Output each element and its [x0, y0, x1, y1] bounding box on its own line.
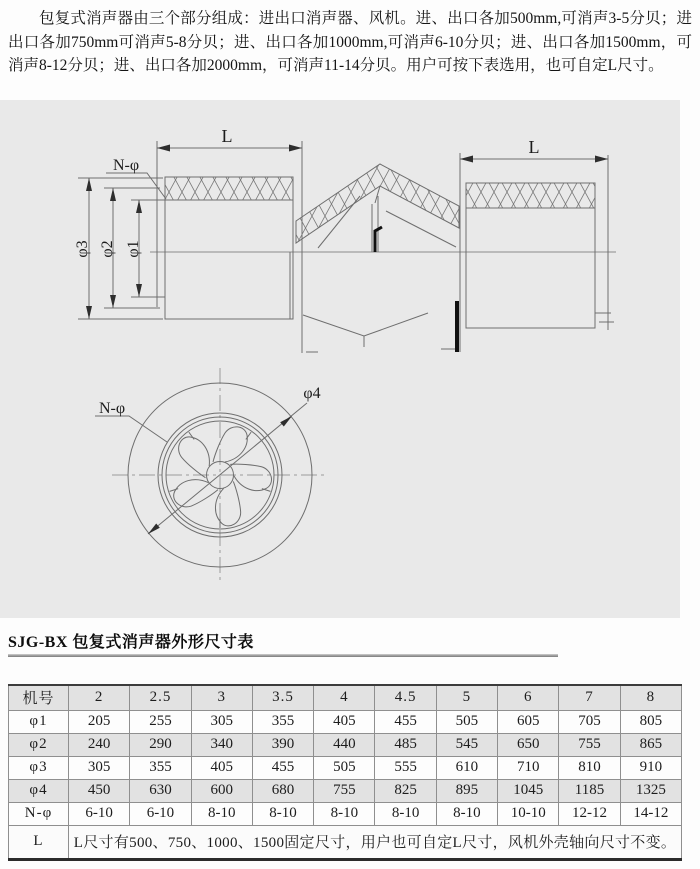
dim-cell: 8-10 — [252, 802, 313, 825]
dim-cell: 605 — [498, 710, 559, 733]
table-row-phi1 — [9, 710, 682, 733]
arrowhead — [136, 200, 142, 213]
dim-cell: 14-12 — [620, 802, 681, 825]
arrowhead — [289, 145, 302, 152]
row-label: φ1 — [9, 710, 69, 733]
col-header: 7 — [559, 685, 620, 710]
dim-cell: 545 — [436, 733, 497, 756]
col-header: 4 — [314, 685, 375, 710]
row-label: N-φ — [9, 802, 69, 825]
table-title: SJG-BX 包复式消声器外形尺寸表 — [8, 634, 254, 651]
dim-cell: 8-10 — [191, 802, 252, 825]
col-header: 5 — [436, 685, 497, 710]
dim-cell: 8-10 — [375, 802, 436, 825]
dim-cell: 630 — [130, 779, 191, 802]
col-header: 3.5 — [252, 685, 313, 710]
dim-cell: 305 — [69, 756, 130, 779]
dim-cell: 1325 — [620, 779, 681, 802]
dim-cell: 680 — [252, 779, 313, 802]
dim-cell: 455 — [252, 756, 313, 779]
dim-cell: 1185 — [559, 779, 620, 802]
table-row-phi3 — [9, 756, 682, 779]
dim-cell: 755 — [559, 733, 620, 756]
label-N-phi-side: N-φ — [112, 157, 140, 174]
leader-line — [95, 416, 167, 442]
col-header: 2 — [69, 685, 130, 710]
dim-cell: 440 — [314, 733, 375, 756]
dim-cell: 825 — [375, 779, 436, 802]
arrowhead — [110, 188, 116, 201]
dim-cell: 910 — [620, 756, 681, 779]
row-label: φ4 — [9, 779, 69, 802]
title-rule — [8, 654, 558, 657]
dim-cell: 810 — [559, 756, 620, 779]
dim-cell: 555 — [375, 756, 436, 779]
label-phi3: φ3 — [74, 240, 91, 258]
table-row-phi4 — [9, 779, 682, 802]
dimension-table — [8, 684, 682, 861]
col-header: 8 — [620, 685, 681, 710]
row-label: L — [9, 825, 69, 859]
arrowhead — [460, 156, 473, 163]
dim-cell: 895 — [436, 779, 497, 802]
arrowhead — [280, 416, 292, 427]
dim-cell: 405 — [314, 710, 375, 733]
arrowhead — [148, 524, 160, 535]
dim-cell: 255 — [130, 710, 191, 733]
dim-cell: 805 — [620, 710, 681, 733]
dim-cell: 390 — [252, 733, 313, 756]
right-silencer-insulation — [466, 183, 595, 208]
label-L-right: L — [528, 137, 540, 157]
arrowhead — [157, 145, 170, 152]
dim-cell: 710 — [498, 756, 559, 779]
dim-cell: 355 — [252, 710, 313, 733]
arrowhead — [86, 306, 92, 319]
dim-cell: 240 — [69, 733, 130, 756]
left-silencer-insulation — [165, 177, 293, 200]
dim-cell: 610 — [436, 756, 497, 779]
dim-cell: 10-10 — [498, 802, 559, 825]
fan-casing-bottom — [303, 313, 428, 336]
row-label: φ3 — [9, 756, 69, 779]
dim-cell: 650 — [498, 733, 559, 756]
table-header-row — [9, 685, 682, 710]
col-header: 4.5 — [375, 685, 436, 710]
arrowhead — [86, 178, 92, 191]
dim-cell: 355 — [130, 756, 191, 779]
dim-cell: 505 — [436, 710, 497, 733]
table-row-L — [9, 825, 682, 859]
table-row-phi2 — [9, 733, 682, 756]
dim-cell: 6-10 — [69, 802, 130, 825]
technical-drawing — [0, 100, 680, 618]
dim-cell: 600 — [191, 779, 252, 802]
row-label: φ2 — [9, 733, 69, 756]
label-phi2: φ2 — [99, 240, 116, 258]
arrowhead — [136, 284, 142, 297]
dim-cell: 6-10 — [130, 802, 191, 825]
col-header: 6 — [498, 685, 559, 710]
dim-cell: 12-12 — [559, 802, 620, 825]
col-header: 3 — [191, 685, 252, 710]
dim-cell: 455 — [375, 710, 436, 733]
label-N-phi-front: N-φ — [98, 400, 126, 417]
label-L-left: L — [221, 126, 233, 146]
dim-cell: 485 — [375, 733, 436, 756]
intro-paragraph: 包复式消声器由三个部分组成：进出口消声器、风机。进、出口各加500mm,可消声3-5分贝；进出口各加750mm可消声5-8分贝；进、出口各加1000mm,可消声6-10分贝；进、出口各加1500mm，可消声8-12分贝；进、出口各加2000mm，可消声11-14分贝。用户可按下表选用，也可自定L尺寸。 — [8, 10, 692, 74]
arrowhead — [595, 156, 608, 163]
label-phi1: φ1 — [125, 240, 142, 258]
table-row-n-phi — [9, 802, 682, 825]
dim-cell: 505 — [314, 756, 375, 779]
dim-cell: 340 — [191, 733, 252, 756]
dim-cell: 405 — [191, 756, 252, 779]
dim-cell: 755 — [314, 779, 375, 802]
dim-cell: 8-10 — [436, 802, 497, 825]
dim-cell: 1045 — [498, 779, 559, 802]
diagram-panel — [0, 100, 680, 618]
col-header: 2.5 — [130, 685, 191, 710]
dim-cell: 8-10 — [314, 802, 375, 825]
machine-no-header-cell: 机号 — [9, 685, 69, 710]
dim-cell: 450 — [69, 779, 130, 802]
l-note-cell: L尺寸有500、750、1000、1500固定尺寸，用户也可自定L尺寸，风机外壳轴向尺寸不变。 — [69, 825, 682, 859]
dim-cell: 290 — [130, 733, 191, 756]
arrowhead — [110, 295, 116, 308]
dim-cell: 865 — [620, 733, 681, 756]
dim-cell: 305 — [191, 710, 252, 733]
label-phi4: φ4 — [303, 385, 321, 402]
dim-cell: 205 — [69, 710, 130, 733]
dim-cell: 705 — [559, 710, 620, 733]
